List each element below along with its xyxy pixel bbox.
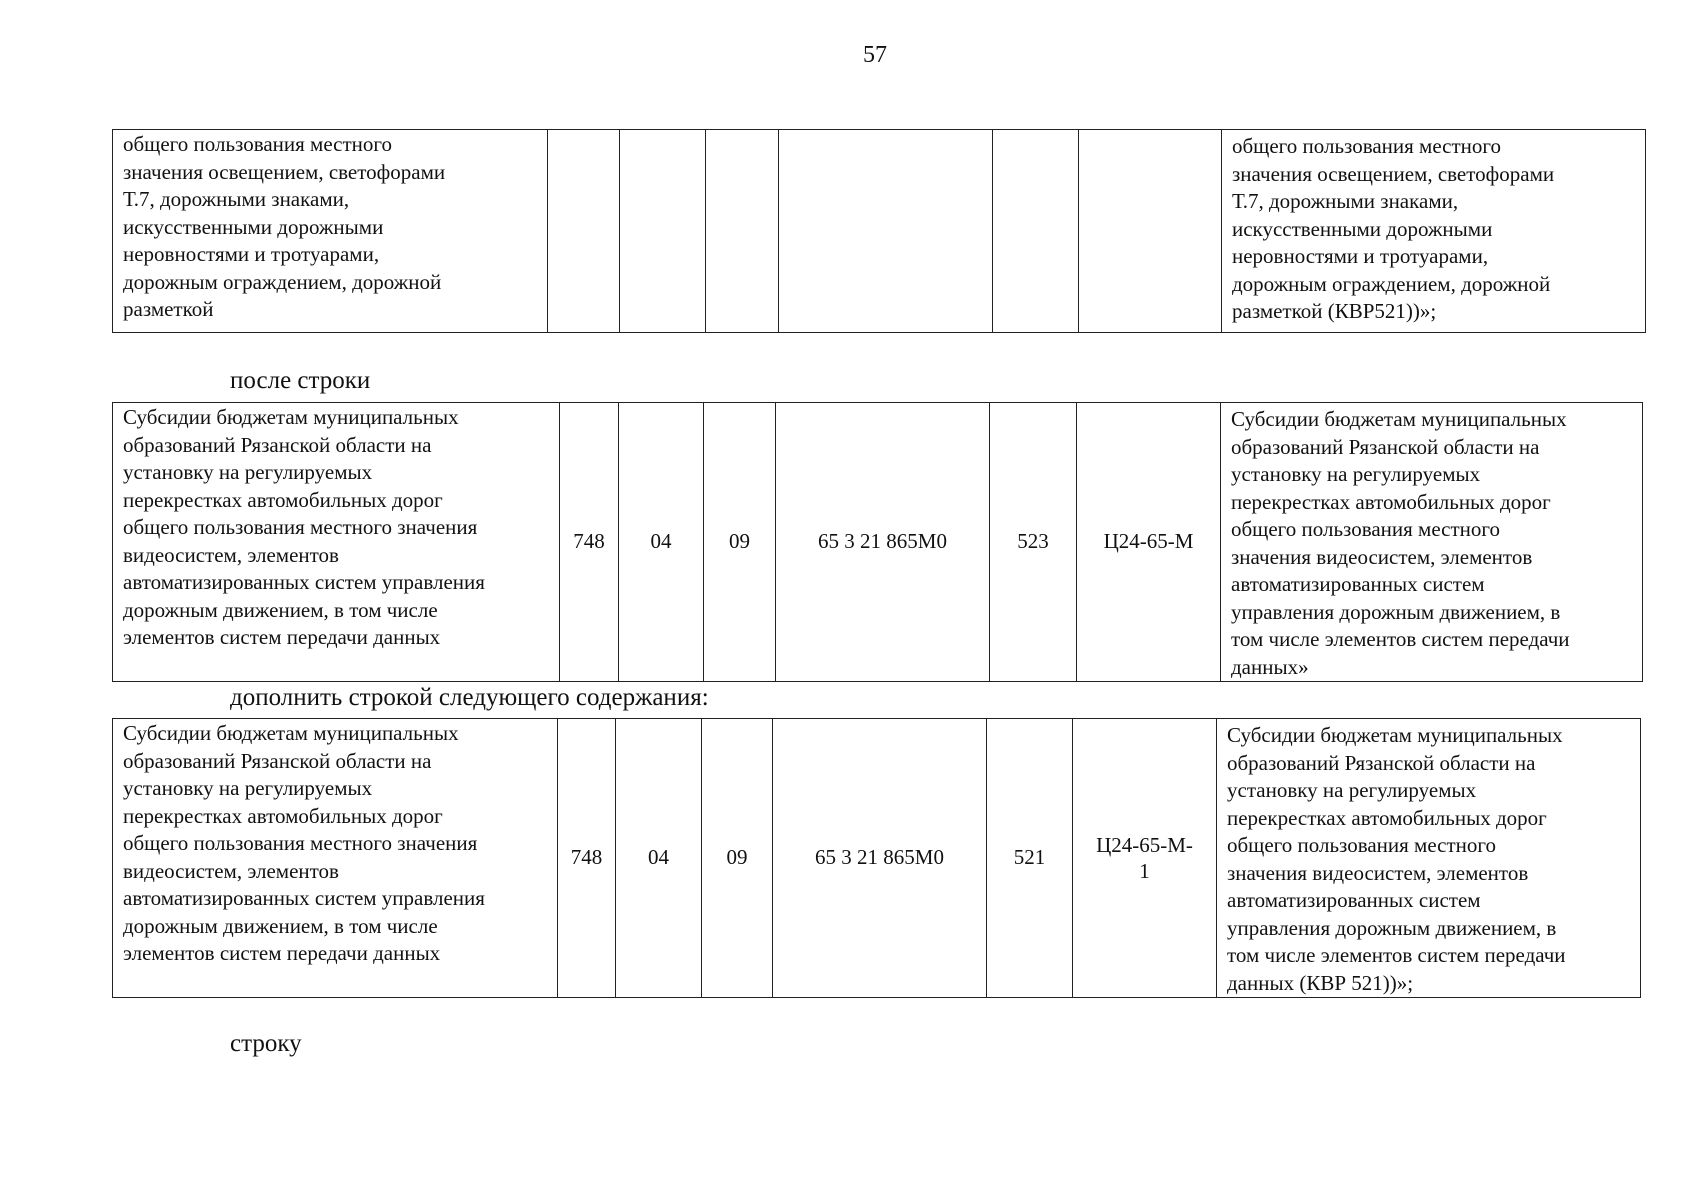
table-row <box>113 130 1646 333</box>
table-row <box>113 403 1643 682</box>
target-article-cell: 65 3 21 865М0 <box>773 719 987 998</box>
supplement-phrase: дополнить строкой следующего содержания: <box>230 684 709 711</box>
purpose-code-cell <box>1079 130 1222 333</box>
target-article-cell <box>779 130 993 333</box>
subsection-cell: 09 <box>702 719 773 998</box>
budget-table-new-row <box>112 718 1641 998</box>
page-number: 57 <box>863 42 887 68</box>
target-article-cell: 65 3 21 865М0 <box>776 403 990 682</box>
code-cell: 748 <box>560 403 619 682</box>
purpose-code-cell: Ц24-65-М <box>1077 403 1221 682</box>
purpose-code-cell: Ц24-65-М- 1 <box>1073 719 1217 998</box>
subsection-cell <box>706 130 779 333</box>
row-description: Субсидии бюджетам муниципальных образований Рязанской области на установку на регулируемых перекрестках автомобильных дорог общего пользования местного значения видеосистем, элементов автоматизированных систем управления дорожным движением, в том числе элементов систем передачи данных <box>113 403 560 682</box>
expense-type-cell: 523 <box>990 403 1077 682</box>
subsection-cell: 09 <box>704 403 776 682</box>
row-description-right: общего пользования местного значения освещением, светофорами Т.7, дорожными знаками, искусственными дорожными неровностями и тротуарами, дорожным ограждением, дорожной разметкой (КВР521))»; <box>1222 130 1646 333</box>
code-cell <box>548 130 620 333</box>
after-row-phrase: после строки <box>230 367 371 394</box>
row-word-phrase: строку <box>230 1030 302 1057</box>
expense-type-cell <box>993 130 1079 333</box>
row-description: Субсидии бюджетам муниципальных образований Рязанской области на установку на регулируемых перекрестках автомобильных дорог общего пользования местного значения видеосистем, элементов автоматизированных систем управления дорожным движением, в том числе элементов систем передачи данных <box>113 719 558 998</box>
row-description-right: Субсидии бюджетам муниципальных образований Рязанской области на установку на регулируемых перекрестках автомобильных дорог общего пользования местного значения видеосистем, элементов автоматизированных систем управления дорожным движением, в том числе элементов систем передачи данных» <box>1221 403 1643 682</box>
table-row <box>113 719 1641 998</box>
section-cell <box>620 130 706 333</box>
code-cell: 748 <box>558 719 616 998</box>
section-cell: 04 <box>616 719 702 998</box>
row-description: общего пользования местного значения освещением, светофорами Т.7, дорожными знаками, искусственными дорожными неровностями и тротуарами, дорожным ограждением, дорожной разметкой <box>113 130 548 333</box>
row-description-right: Субсидии бюджетам муниципальных образований Рязанской области на установку на регулируемых перекрестках автомобильных дорог общего пользования местного значения видеосистем, элементов автоматизированных систем управления дорожным движением, в том числе элементов систем передачи данных (КВР 521))»; <box>1217 719 1641 998</box>
budget-table-top <box>112 129 1646 333</box>
section-cell: 04 <box>619 403 704 682</box>
expense-type-cell: 521 <box>987 719 1073 998</box>
budget-table-existing-row <box>112 402 1643 682</box>
